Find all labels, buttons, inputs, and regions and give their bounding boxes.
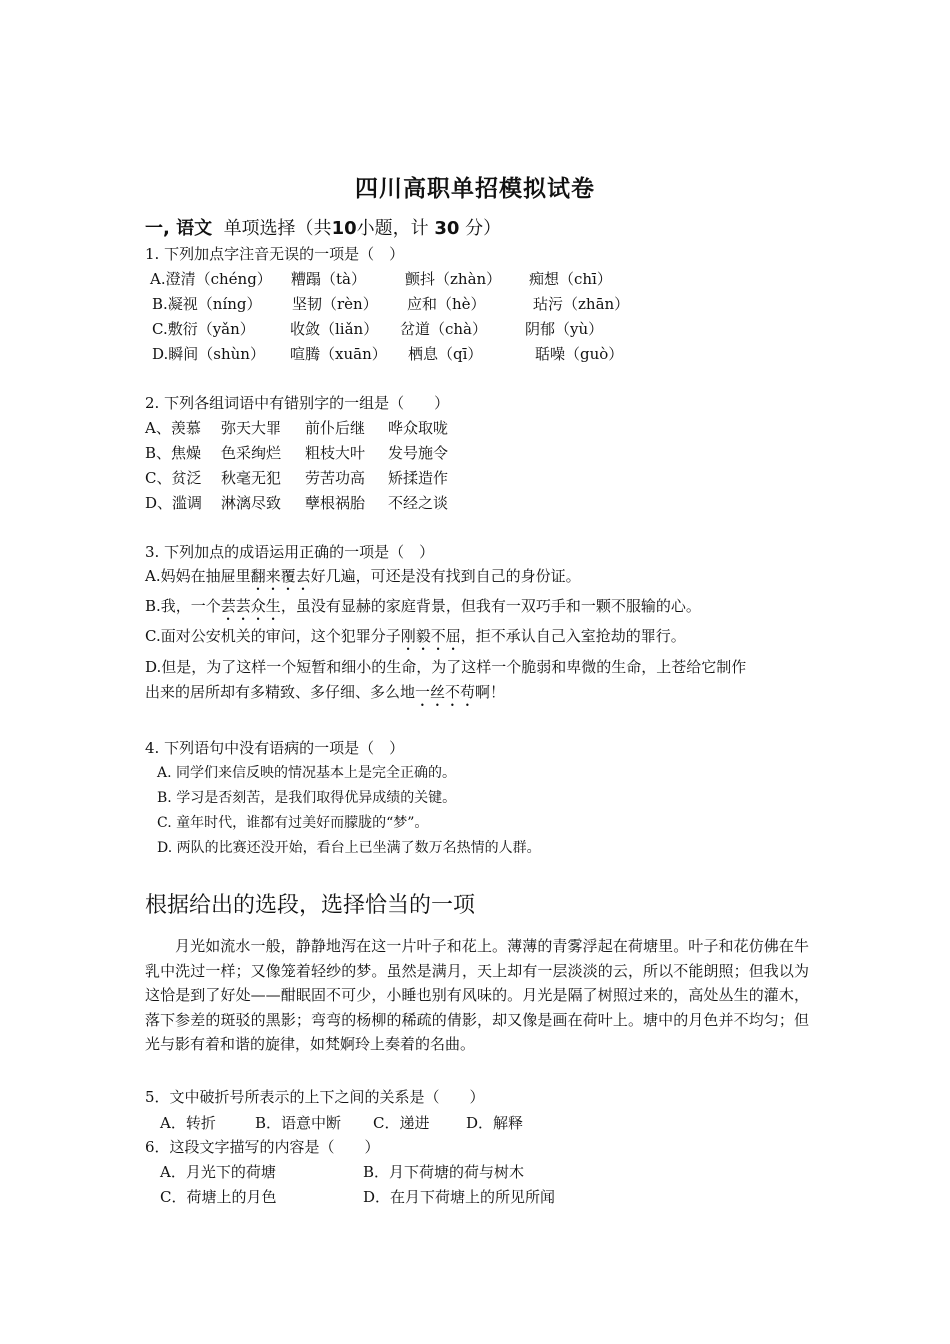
section-score: 30 <box>434 218 460 239</box>
q1-option: 喧腾（xuān） <box>290 345 387 363</box>
q2-option: 发号施令 <box>388 444 449 462</box>
q1-option: 坚韧（rèn） <box>292 295 378 313</box>
q1-option: 阴郁（yù） <box>525 320 604 338</box>
q2-option: 秋毫无犯 <box>221 469 282 487</box>
q5-option: D．解释 <box>466 1114 524 1132</box>
q2-option: 孽根祸胎 <box>305 494 366 512</box>
q1-option: 颤抖（zhàn） <box>405 270 502 288</box>
q2-option: 粗枝大叶 <box>305 444 366 462</box>
reading-passage: 月光如流水一般，静静地泻在这一片叶子和花上。薄薄的青雾浮起在荷塘里。叶子和花仿佛在牛乳中洗过一样；又像笼着轻纱的梦。虽然是满月，天上却有一层淡淡的云，所以不能朗照；但我以为这恰是到了好处——酣眠固不可少，小睡也别有风味的。月光是隔了树照过来的，高处丛生的灌木，落下参差的斑驳的黑影；弯弯的杨柳的稀疏的倩影，却又像是画在荷叶上。塘中的月色并不均匀；但光与影有着和谐的旋律，如梵婀玲上奏着的名曲。 <box>145 937 809 1053</box>
q2-option: 劳苦功高 <box>305 469 366 487</box>
section-number: 一 <box>145 218 163 239</box>
q4-option: A. 同学们来信反映的情况基本上是完全正确的。 <box>157 765 457 781</box>
q1-option: 痴想（chī） <box>529 270 612 288</box>
q5-option: C．递进 <box>373 1114 430 1132</box>
q4-option: D. 两队的比赛还没开始，看台上已坐满了数万名热情的人群。 <box>157 840 541 856</box>
q2-option: 前仆后继 <box>305 419 366 437</box>
q3-option-c: C.面对公安机关的审问，这个犯罪分子刚毅不屈，拒不承认自己入室抢劫的罪行。 <box>145 627 686 645</box>
q1-option: B.凝视（níng） <box>152 295 262 313</box>
q6-option: B．月下荷塘的荷与树木 <box>363 1163 525 1181</box>
q2-stem: 2. 下列各组词语中有错别字的一组是（ ） <box>145 394 450 412</box>
q2-option: A、羡慕 <box>145 419 201 437</box>
q3-stem: 3. 下列加点的成语运用正确的一项是（ ） <box>145 543 435 561</box>
q6-option: A．月光下的荷塘 <box>160 1163 276 1181</box>
q1-option: 玷污（zhān） <box>533 295 630 313</box>
q4-option: B. 学习是否刻苦，是我们取得优异成绩的关键。 <box>157 790 457 806</box>
section-1-heading: 一, 语文 单项选择（共10小题，计 30 分） <box>145 218 502 239</box>
emphasized-idiom: 一丝不苟 <box>415 683 476 701</box>
q2-option: 矫揉造作 <box>388 469 449 487</box>
q1-option: 应和（hè） <box>407 295 486 313</box>
q1-option: D.瞬间（shùn） <box>152 345 265 363</box>
q1-stem: 1. 下列加点字注音无误的一项是（ ） <box>145 245 405 263</box>
q6-option: C．荷塘上的月色 <box>160 1188 277 1206</box>
q3-option-b: B.我，一个芸芸众生，虽没有显赫的家庭背景，但我有一双巧手和一颗不服输的心。 <box>145 597 701 615</box>
q5-stem: 5．文中破折号所表示的上下之间的关系是（ ） <box>145 1088 485 1106</box>
q2-option: D、滥调 <box>145 494 203 512</box>
section-subject: 语文 <box>176 218 213 239</box>
emphasized-idiom: 芸芸众生 <box>220 597 281 615</box>
q3-option-d-line1: D.但是，为了这样一个短暂和细小的生命，为了这样一个脆弱和卑微的生命，上苍给它制作 <box>145 658 747 676</box>
q1-option: 糟蹋（tà） <box>291 270 366 288</box>
q5-option: A．转折 <box>160 1114 216 1132</box>
q4-stem: 4. 下列语句中没有语病的一项是（ ） <box>145 739 405 757</box>
section-tail: 分） <box>465 218 502 239</box>
emphasized-idiom: 翻来覆去 <box>250 567 311 585</box>
q2-option: 哗众取咙 <box>388 419 449 437</box>
q4-option: C. 童年时代，谁都有过美好而朦胧的“梦”。 <box>157 815 429 831</box>
q3-option-a: A.妈妈在抽屉里翻来覆去好几遍，可还是没有找到自己的身份证。 <box>145 567 581 585</box>
q6-stem: 6．这段文字描写的内容是（ ） <box>145 1138 380 1156</box>
q5-option: B．语意中断 <box>255 1114 342 1132</box>
q3-option-d-line2: 出来的居所却有多精致、多仔细、多么地一丝不苟啊！ <box>145 683 506 701</box>
q6-option: D．在月下荷塘上的所见所闻 <box>363 1188 556 1206</box>
page-title: 四川高职单招模拟试卷 <box>355 176 595 202</box>
section-type: 单项选择（共 <box>223 218 332 239</box>
q1-option: 岔道（chà） <box>400 320 488 338</box>
q2-option: 不经之谈 <box>388 494 449 512</box>
section-mid: 小题，计 <box>356 218 429 239</box>
q1-option: 收敛（liǎn） <box>290 320 379 338</box>
q1-option: 栖息（qī） <box>408 345 483 363</box>
q2-option: 色采绚烂 <box>221 444 282 462</box>
q2-option: C、贫泛 <box>145 469 202 487</box>
section-2-heading: 根据给出的选段，选择恰当的一项 <box>145 893 476 918</box>
q1-option: C.敷衍（yǎn） <box>152 320 255 338</box>
q1-option: A.澄清（chéng） <box>150 270 272 288</box>
emphasized-idiom: 刚毅不屈 <box>400 627 461 645</box>
q2-option: B、焦燥 <box>145 444 202 462</box>
q1-option: 聒噪（guò） <box>535 345 624 363</box>
question-count: 10 <box>331 218 357 239</box>
q2-option: 淋漓尽致 <box>221 494 282 512</box>
q2-option: 弥天大罪 <box>221 419 282 437</box>
